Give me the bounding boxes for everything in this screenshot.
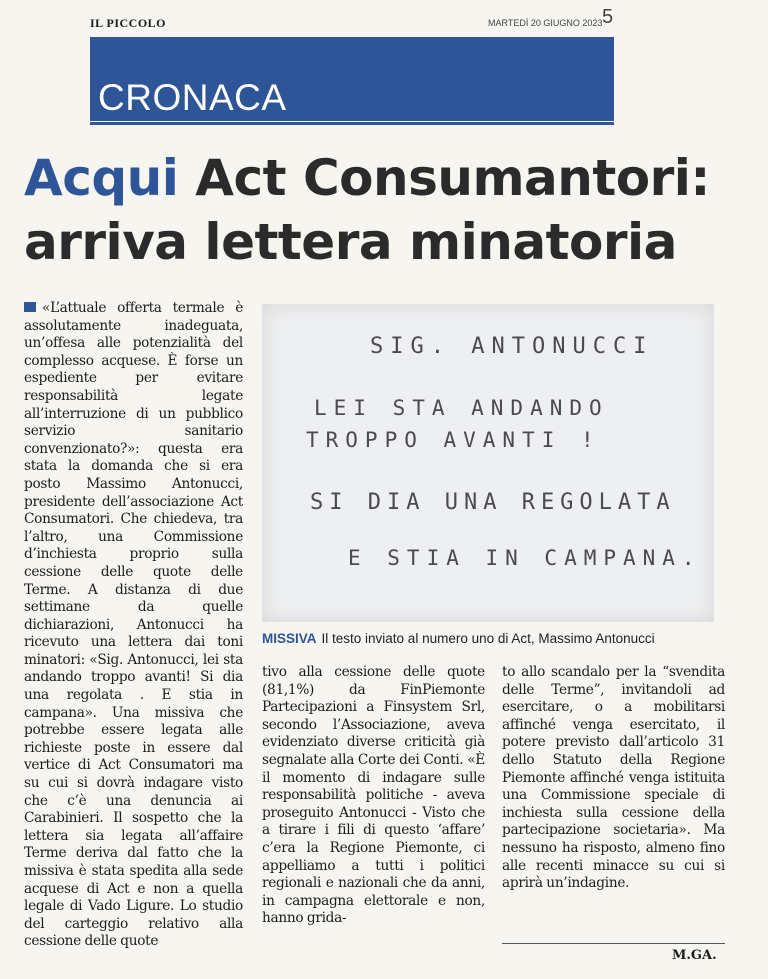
section-label: CRONACA bbox=[98, 77, 287, 118]
caption-kicker: MISSIVA bbox=[262, 631, 317, 646]
headline-line2: arriva lettera minatoria bbox=[24, 213, 677, 271]
page-number: 5 bbox=[602, 6, 614, 28]
photo-caption bbox=[262, 631, 655, 646]
signature-rule bbox=[502, 943, 725, 944]
article-column-2: tivo alla cessione delle quote (81,1%) da FinPiemonte Partecipazioni a Finsystem Srl, secondo l’Associazione, aveva evidenziato diverse criticità già segnalate alla Corte dei Conti. «È il momento di indagare sulle responsabilità politiche - aveva proseguito Antonucci - Visto che a tirare i fili di questo ‘affare’ c’era la Regione Piemonte, ci appelliamo a tutti i politici regionali e nazionali che da anni, in campagna elettorale e non, hanno grida- bbox=[262, 664, 485, 927]
headline bbox=[24, 146, 754, 274]
article-column-3: to allo scandalo per la “svendita delle Terme”, invitandoli ad esercitare, o a mobilitarsi affinché venga esercitato, il potere previsto dall’articolo 31 dello Statuto della Regione Piemonte affinché venga istituita una Commissione speciale di inchiesta sulla cessione della partecipazione societaria». Ma nessuno ha risposto, almeno fino alle recenti minacce su cui si aprirà un’indagine. bbox=[502, 664, 725, 892]
masthead: IL PICCOLO bbox=[90, 16, 167, 30]
author-signature: M.GA. bbox=[672, 948, 717, 963]
article-col1-text: «L’attuale offerta termale è assolutamente inadeguata, un’offesa alle potenzialità del complesso acquese. È forse un espediente per evitare responsabilità legate all’interruzione di un pubblico servizio sanitario convenzionato?»: questa era stata la domanda che si era posto Massimo Antonucci, presidente dell’associazione Act Consumatori. Che chiedeva, tra l’altro, una Commissione d’inchiesta proprio sulla cessione delle quote delle Terme. A distanza di due settimane da quelle dichiarazioni, Antonucci ha ricevuto una lettera dai toni minatori: «Sig. Antonucci, lei sta andando troppo avanti! Si dia una regolata . E stia in campana». Una missiva che potrebbe essere legata alle richieste poste in essere dal vertice di Act Consumatori ma su cui si dovrà indagare visto che c’è una denuncia ai Carabinieri. Il sospetto che la lettera sia legata all’affaire Terme deriva dal fatto che la missiva è stata spedita alla sede acquese di Act e non a quella legale di Vado Ligure. Lo studio del carteggio relativo alla cessione delle quote bbox=[24, 300, 243, 950]
section-rule bbox=[90, 122, 614, 125]
letter-line-2: LEI STA ANDANDO bbox=[314, 396, 609, 420]
caption-text: Il testo inviato al numero uno di Act, Massimo Antonucci bbox=[321, 631, 655, 646]
letter-photo bbox=[262, 304, 714, 622]
lead-square-icon bbox=[24, 302, 36, 312]
article-column-1 bbox=[24, 300, 243, 972]
letter-line-5: E STIA IN CAMPANA. bbox=[348, 546, 702, 570]
issue-date: MARTEDÌ 20 GIUGNO 2023 bbox=[488, 18, 603, 28]
headline-title: Act Consumantori: bbox=[195, 149, 710, 207]
letter-line-1: SIG. ANTONUCCI bbox=[370, 334, 654, 359]
letter-line-3: TROPPO AVANTI ! bbox=[306, 428, 601, 452]
letter-line-4: SI DIA UNA REGOLATA bbox=[310, 490, 676, 515]
headline-kicker: Acqui bbox=[24, 149, 179, 207]
